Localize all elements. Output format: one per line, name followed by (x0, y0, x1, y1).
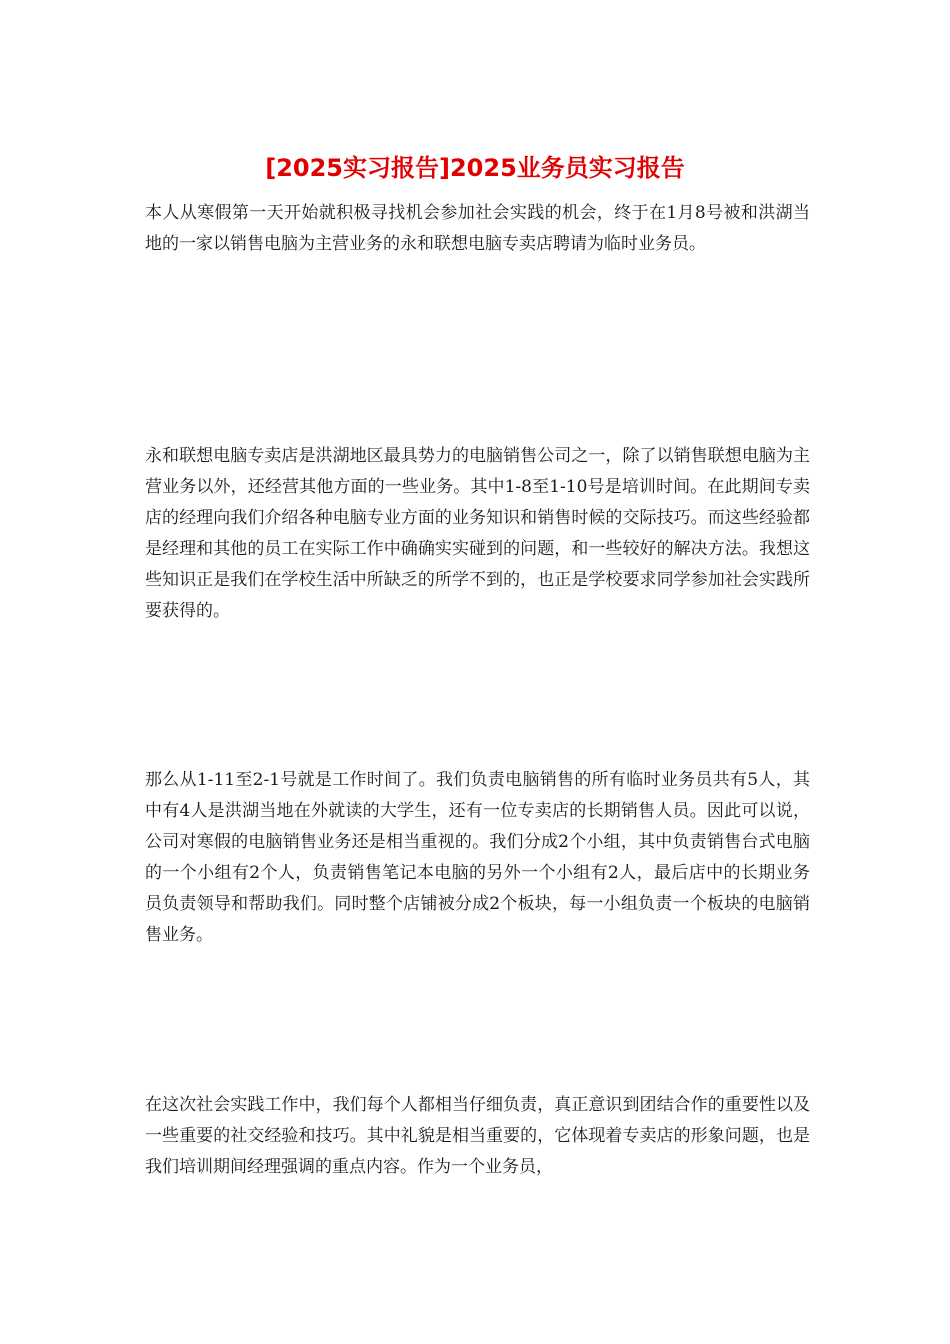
paragraph-practice-experience: 在这次社会实践工作中，我们每个人都相当仔细负责，真正意识到团结合作的重要性以及一些重要的社交经验和技巧。其中礼貌是相当重要的，它体现着专卖店的形象问题，也是我们培训期间经理强调的重点内容。作为一个业务员， (145, 1095, 810, 1177)
paragraph-work-period: 那么从1-11至2-1号就是工作时间了。我们负责电脑销售的所有临时业务员共有5人，其中有4人是洪湖当地在外就读的大学生，还有一位专卖店的长期销售人员。因此可以说，公司对寒假的电脑销售业务还是相当重视的。我们分成2个小组，其中负责销售台式电脑的一个小组有2个人，负责销售笔记本电脑的另外一个小组有2人，最后店中的长期业务员负责领导和帮助我们。同时整个店铺被分成2个板块，每一小组负责一个板块的电脑销售业务。 (145, 770, 810, 945)
paragraph-intro: 本人从寒假第一天开始就积极寻找机会参加社会实践的机会，终于在1月8号被和洪湖当地的一家以销售电脑为主营业务的永和联想电脑专卖店聘请为临时业务员。 (145, 203, 810, 254)
paragraph-store-training: 永和联想电脑专卖店是洪湖地区最具势力的电脑销售公司之一，除了以销售联想电脑为主营业务以外，还经营其他方面的一些业务。其中1-8至1-10号是培训时间。在此期间专卖店的经理向我们介绍各种电脑专业方面的业务知识和销售时候的交际技巧。而这些经验都是经理和其他的员工在实际工作中确确实实碰到的问题，和一些较好的解决方法。我想这些知识正是我们在学校生活中所缺乏的所学不到的，也正是学校要求同学参加社会实践所要获得的。 (145, 446, 810, 621)
document-title: [2025实习报告]2025业务员实习报告 (265, 154, 685, 182)
